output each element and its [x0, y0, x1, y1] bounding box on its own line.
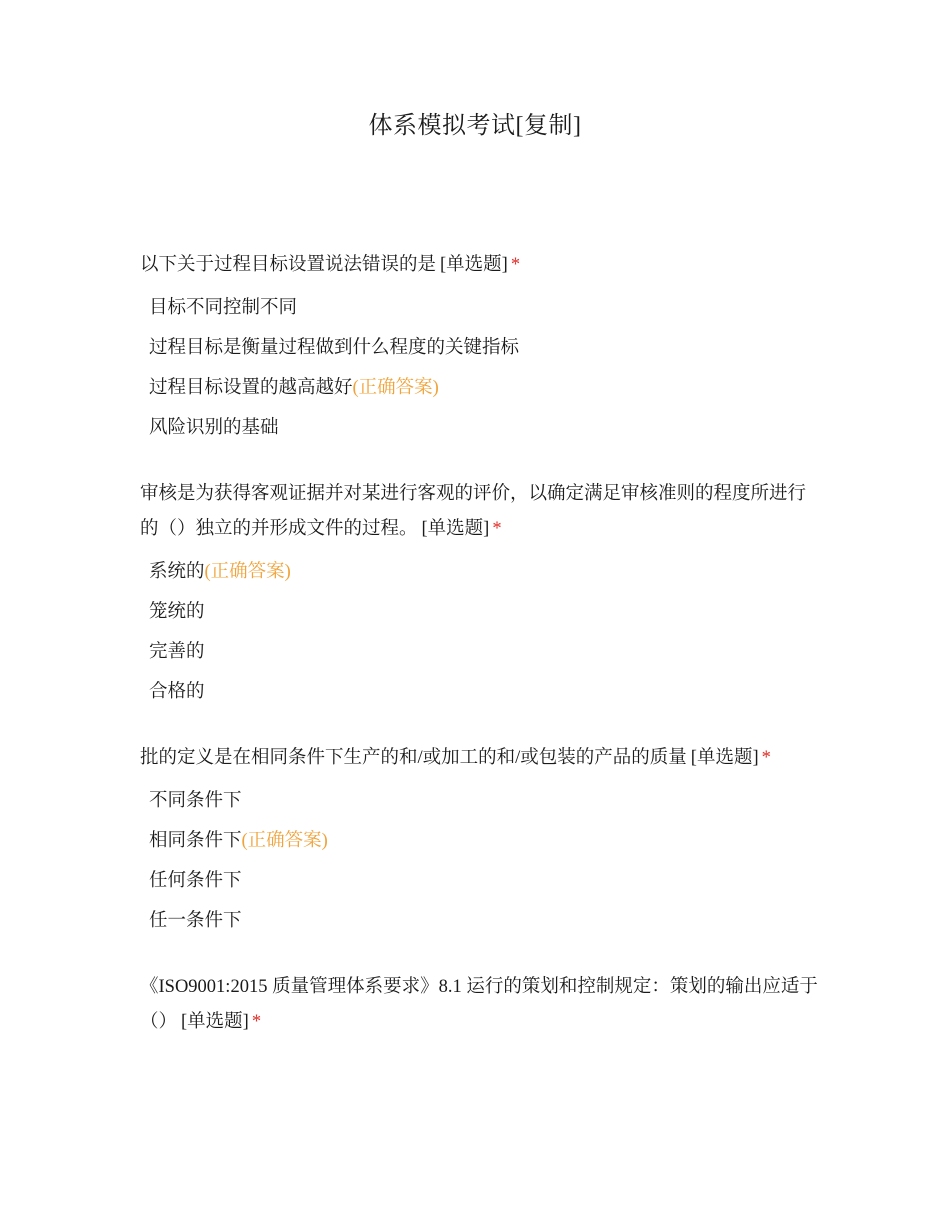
option-item[interactable] [140, 552, 820, 592]
option-label: 风险识别的基础 [149, 418, 279, 438]
option-item[interactable] [140, 288, 820, 328]
question-type-tag: [单选题] [440, 255, 508, 275]
question-2 [140, 477, 820, 712]
option-label: 笼统的 [149, 602, 205, 622]
option-item[interactable] [140, 592, 820, 632]
required-marker: * [510, 255, 521, 275]
question-type-tag: [单选题] [181, 1012, 249, 1032]
correct-answer-tag: (正确答案) [352, 378, 439, 398]
question-text [140, 248, 820, 283]
required-marker: * [251, 1012, 262, 1032]
question-stem: 审核是为获得客观证据并对某进行客观的评价，以确定满足审核准则的程度所进行的（）独立的并形成文件的过程。 [140, 484, 807, 539]
option-label: 过程目标设置的越高越好 [149, 378, 353, 398]
question-4 [140, 970, 820, 1040]
question-stem: 《ISO9001:2015 质量管理体系要求》8.1 运行的策划和控制规定：策划的输出应适于（） [140, 977, 818, 1032]
option-label: 不同条件下 [149, 791, 242, 811]
correct-answer-tag: (正确答案) [241, 831, 328, 851]
option-label: 系统的 [149, 562, 205, 582]
required-marker: * [492, 519, 502, 539]
question-1 [140, 248, 820, 448]
option-label: 合格的 [149, 682, 205, 702]
question-stem: 批的定义是在相同条件下生产的和/或加工的和/或包装的产品的质量 [140, 748, 687, 768]
question-type-tag: [单选题] [421, 519, 490, 539]
option-item[interactable] [140, 368, 820, 408]
option-item[interactable] [140, 328, 820, 368]
option-item[interactable] [140, 632, 820, 672]
option-label: 完善的 [149, 642, 205, 662]
option-item[interactable] [140, 821, 820, 861]
option-label: 任何条件下 [149, 871, 242, 891]
option-item[interactable] [140, 408, 820, 448]
question-stem: 以下关于过程目标设置说法错误的是 [140, 255, 437, 275]
option-label: 相同条件下 [149, 831, 242, 851]
question-text [140, 477, 820, 547]
page-title: 体系模拟考试[复制] [368, 113, 582, 139]
correct-answer-tag: (正确答案) [204, 562, 291, 582]
question-3 [140, 741, 820, 941]
option-label: 过程目标是衡量过程做到什么程度的关键指标 [149, 338, 520, 358]
option-item[interactable] [140, 781, 820, 821]
option-item[interactable] [140, 672, 820, 712]
question-list [140, 248, 820, 1069]
question-text [140, 741, 820, 776]
option-item[interactable] [140, 901, 820, 941]
question-text [140, 970, 820, 1040]
option-item[interactable] [140, 861, 820, 901]
option-label: 目标不同控制不同 [149, 298, 298, 318]
required-marker: * [761, 748, 771, 768]
question-type-tag: [单选题] [690, 748, 759, 768]
option-label: 任一条件下 [149, 911, 242, 931]
